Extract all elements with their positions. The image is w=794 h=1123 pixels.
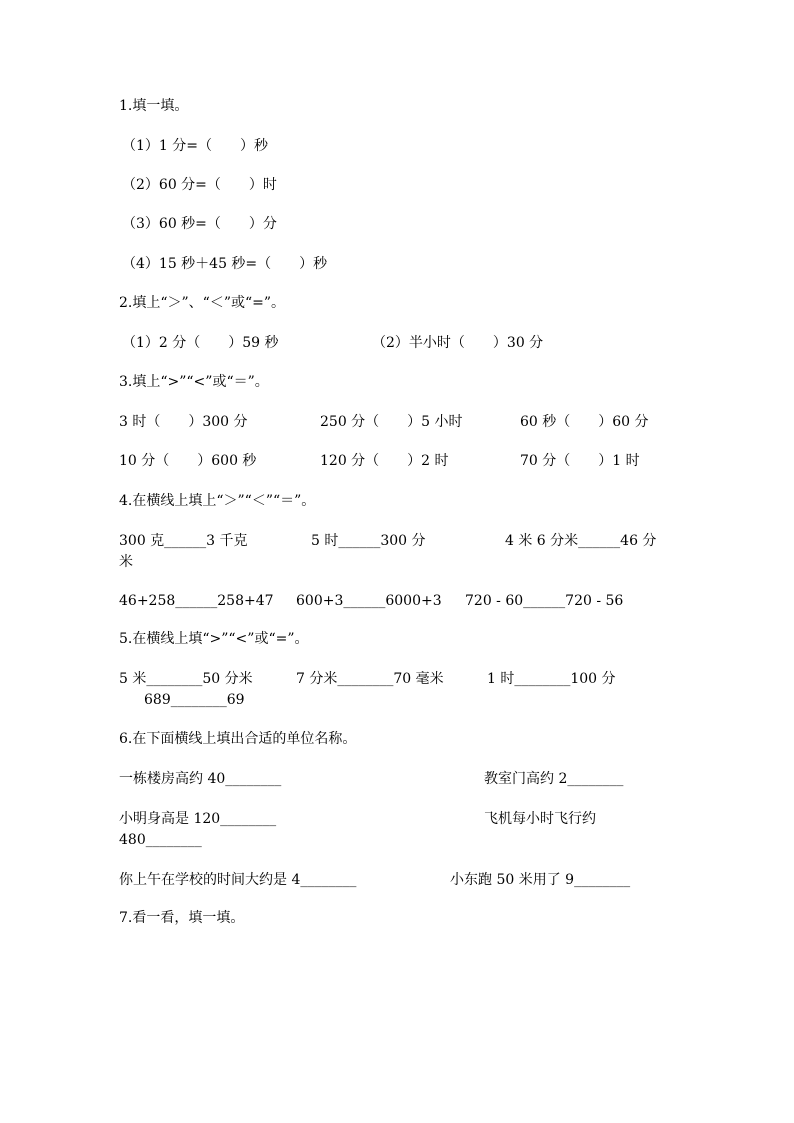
question-7-title: 7.看一看，填一填。 xyxy=(119,910,245,926)
q1-item-1: （1）1 分=（ ）秒 xyxy=(122,138,268,154)
q5-row1-item-2: 7 分米________70 毫米 xyxy=(296,671,444,687)
q3-row2-item-1: 10 分（ ）600 秒 xyxy=(119,453,257,469)
q3-row1-item-2: 250 分（ ）5 小时 xyxy=(320,414,463,430)
q6-item-4-wrap: 480________ xyxy=(119,832,202,848)
q4-row2-item-3: 720 - 60______720 - 56 xyxy=(465,593,624,609)
q1-item-3: （3）60 秒=（ ）分 xyxy=(122,216,277,232)
q6-item-6: 小东跑 50 米用了 9________ xyxy=(450,872,631,888)
q1-item-2: （2）60 分=（ ）时 xyxy=(122,177,277,193)
q3-row2-item-2: 120 分（ ）2 时 xyxy=(320,453,449,469)
q1-item-4: （4）15 秒＋45 秒=（ ）秒 xyxy=(122,256,328,272)
q3-row2-item-3: 70 分（ ）1 时 xyxy=(520,453,640,469)
q5-row1-item-1: 5 米________50 分米 xyxy=(119,671,253,687)
q5-row1-item-3: 1 时________100 分 xyxy=(487,671,616,687)
q4-row1-item-2: 5 时______300 分 xyxy=(311,533,426,549)
q4-row2-item-1: 46+258______258+47 xyxy=(119,593,274,609)
question-1-title: 1.填一填。 xyxy=(119,98,189,114)
q6-item-5: 你上午在学校的时间大约是 4________ xyxy=(119,872,357,888)
q4-row1-item-1: 300 克______3 千克 xyxy=(119,533,248,549)
q2-item-1: （1）2 分（ ）59 秒 xyxy=(122,335,279,351)
q3-row1-item-3: 60 秒（ ）60 分 xyxy=(520,414,649,430)
q4-row1-wrap: 米 xyxy=(119,554,133,570)
q5-row2-item-1: 689________69 xyxy=(144,692,245,708)
q6-item-2: 教室门高约 2________ xyxy=(484,771,624,787)
q4-row2-item-2: 600+3______6000+3 xyxy=(296,593,442,609)
question-3-title: 3.填上“>”“<”或“＝”。 xyxy=(119,374,269,390)
question-4-title: 4.在横线上填上“＞”“＜”“＝”。 xyxy=(119,493,316,509)
q4-row1-item-3: 4 米 6 分米______46 分 xyxy=(505,533,657,549)
q6-item-1: 一栋楼房高约 40________ xyxy=(119,771,282,787)
q3-row1-item-1: 3 时（ ）300 分 xyxy=(119,414,248,430)
q6-item-3: 小明身高是 120________ xyxy=(119,811,277,827)
question-5-title: 5.在横线上填“>”“<”或“=”。 xyxy=(119,631,309,647)
q2-item-2: （2）半小时（ ）30 分 xyxy=(372,335,544,351)
question-2-title: 2.填上“＞”、“＜”或“=”。 xyxy=(119,295,286,311)
question-6-title: 6.在下面横线上填出合适的单位名称。 xyxy=(119,731,357,747)
q6-item-4: 飞机每小时飞行约 xyxy=(484,811,596,827)
